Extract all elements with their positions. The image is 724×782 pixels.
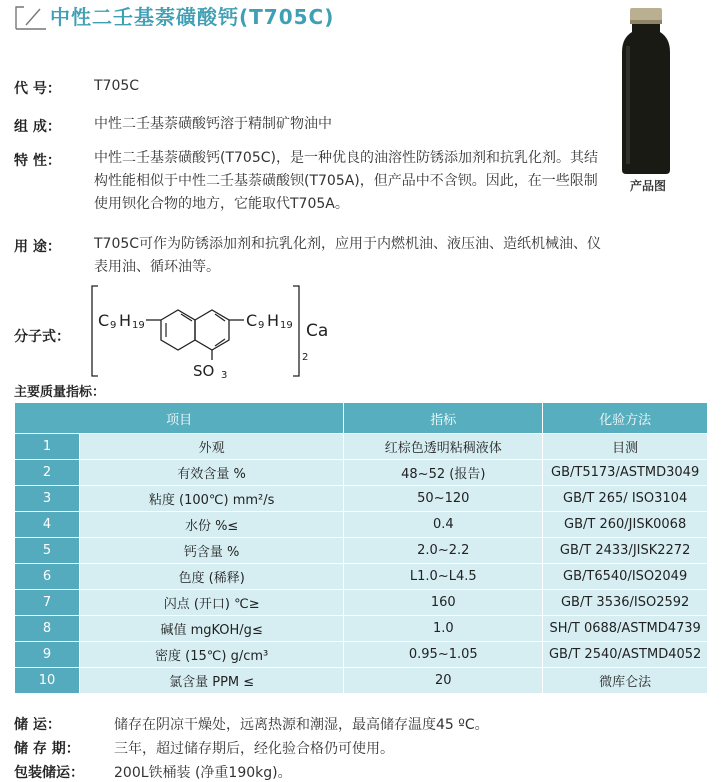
row-method: GB/T 265/ ISO3104: [543, 486, 708, 512]
properties-value: 中性二壬基萘磺酸钙(T705C)，是一种优良的油溶性防锈添加剂和抗乳化剂。其结构性能相似于中性二壬基萘磺酸钡(T705A)，但产品中不含钡。因此，在一些限制使用钡化合物的地方，它能取代T705A。: [94, 150, 598, 212]
usage-label: 用 途：: [14, 239, 61, 255]
table-row: [15, 512, 708, 538]
sulfonate-so: SO: [193, 362, 215, 380]
row-method: GB/T5173/ASTMD3049: [543, 460, 708, 486]
row-spec: 1.0: [344, 616, 543, 642]
table-row: [15, 538, 708, 564]
row-number: 10: [15, 668, 80, 694]
left-group-sub2: 19: [132, 320, 145, 331]
row-spec: 48~52 (报告): [344, 460, 543, 486]
packaging-value: 200L铁桶装 (净重190kg)。: [114, 765, 292, 781]
composition-label: 组 成：: [14, 119, 61, 135]
row-item: 碱值 mgKOH/g≤: [80, 616, 344, 642]
row-number: 5: [15, 538, 80, 564]
code-value: T705C: [94, 78, 140, 94]
code-label: 代 号：: [14, 81, 61, 97]
table-row: [15, 460, 708, 486]
title-bracket-icon: [14, 3, 48, 31]
spec-section-title: 主要质量指标：: [14, 385, 106, 400]
row-number: 7: [15, 590, 80, 616]
product-bottle-image: [620, 6, 672, 176]
right-group-sub2: 19: [280, 320, 293, 331]
row-item: 闪点 (开口) ℃≥: [80, 590, 344, 616]
row-method: GB/T 3536/ISO2592: [543, 590, 708, 616]
row-number: 6: [15, 564, 80, 590]
row-number: 8: [15, 616, 80, 642]
row-method: GB/T 260/JISK0068: [543, 512, 708, 538]
left-group-sub1: 9: [110, 320, 117, 331]
row-item: 密度 (15℃) g/cm³: [80, 642, 344, 668]
row-number: 9: [15, 642, 80, 668]
row-item: 氯含量 PPM ≤: [80, 668, 344, 694]
row-item: 有效含量 %: [80, 460, 344, 486]
spec-table: [14, 402, 708, 694]
usage-value: T705C可作为防锈添加剂和抗乳化剂，应用于内燃机油、液压油、造纸机械油、仪表用油、循环油等。: [94, 236, 602, 275]
row-method: SH/T 0688/ASTMD4739: [543, 616, 708, 642]
row-spec: 0.95~1.05: [344, 642, 543, 668]
table-row: [15, 590, 708, 616]
header-method: 化验方法: [543, 403, 708, 434]
row-number: 2: [15, 460, 80, 486]
row-spec: 50~120: [344, 486, 543, 512]
composition-value: 中性二壬基萘磺酸钙溶于精制矿物油中: [94, 116, 332, 132]
left-group-h: H: [119, 311, 132, 330]
table-row: [15, 434, 708, 460]
storage-value: 储存在阴凉干燥处，远离热源和潮湿，最高储存温度45 ºC。: [114, 717, 489, 733]
bracket-subscript: 2: [302, 352, 309, 363]
formula-label: 分子式：: [14, 329, 70, 345]
table-row: [15, 616, 708, 642]
row-spec: 20: [344, 668, 543, 694]
right-group-sub1: 9: [258, 320, 265, 331]
header-spec: 指标: [344, 403, 543, 434]
header-item: 项目: [15, 403, 344, 434]
storage-label: 储 运：: [14, 717, 61, 733]
row-number: 1: [15, 434, 80, 460]
row-spec: 0.4: [344, 512, 543, 538]
row-item: 水份 %≤: [80, 512, 344, 538]
row-spec: 160: [344, 590, 543, 616]
table-header-row: [15, 403, 708, 434]
properties-label: 特 性：: [14, 153, 61, 169]
row-number: 4: [15, 512, 80, 538]
shelf-life-value: 三年，超过储存期后，经化验合格仍可使用。: [114, 741, 394, 757]
right-group-c: C: [246, 311, 258, 330]
table-row: [15, 642, 708, 668]
row-item: 钙含量 %: [80, 538, 344, 564]
table-row: [15, 668, 708, 694]
table-row: [15, 486, 708, 512]
table-row: [15, 564, 708, 590]
row-spec: L1.0~L4.5: [344, 564, 543, 590]
row-item: 粘度 (100℃) mm²/s: [80, 486, 344, 512]
row-spec: 2.0~2.2: [344, 538, 543, 564]
packaging-label: 包装储运：: [14, 765, 84, 781]
row-number: 3: [15, 486, 80, 512]
molecular-formula-diagram: [88, 284, 388, 382]
page-title: 中性二壬基萘磺酸钙(T705C): [50, 5, 335, 29]
row-item: 外观: [80, 434, 344, 460]
row-method: GB/T 2433/JISK2272: [543, 538, 708, 564]
row-item: 色度 (稀释): [80, 564, 344, 590]
right-group-h: H: [267, 311, 280, 330]
row-method: GB/T 2540/ASTMD4052: [543, 642, 708, 668]
row-method: GB/T6540/ISO2049: [543, 564, 708, 590]
row-spec: 红棕色透明粘稠液体: [344, 434, 543, 460]
sulfonate-sub: 3: [221, 370, 228, 381]
row-method: 微库仑法: [543, 668, 708, 694]
metal-ca: Ca: [306, 321, 329, 341]
title-row: [0, 0, 600, 40]
shelf-life-label: 储 存 期：: [14, 741, 80, 757]
product-image-caption: 产品图: [629, 179, 666, 193]
row-method: 目测: [543, 434, 708, 460]
left-group-c: C: [98, 311, 110, 330]
